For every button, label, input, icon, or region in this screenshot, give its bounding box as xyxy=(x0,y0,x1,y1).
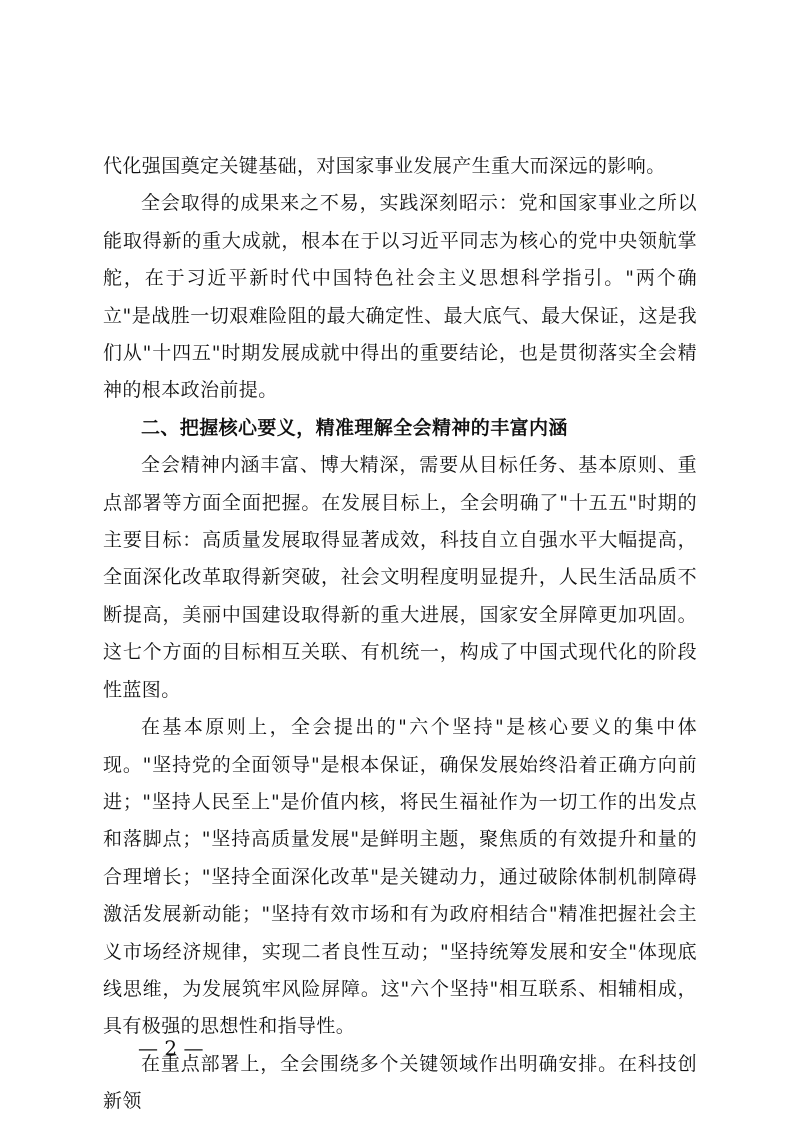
page-number: — 2 — xyxy=(138,1036,204,1060)
paragraph-principles: 在基本原则上，全会提出的"六个坚持"是核心要义的集中体现。"坚持党的全面领导"是根本保证，确保发展始终沿着正确方向前进；"坚持人民至上"是价值内核，将民生福祉作为一切工作的出发点和落脚点；"坚持高质量发展"是鲜明主题，聚焦质的有效提升和量的合理增长；"坚持全面深化改革"是关键动力，通过破除体制机制障碍激活发展新动能；"坚持有效市场和有为政府相结合"精准把握社会主义市场经济规律，实现二者良性互动；"坚持统筹发展和安全"体现底线思维，为发展筑牢风险屏障。这"六个坚持"相互联系、相辅相成，具有极强的思想性和指导性。 xyxy=(103,716,697,1038)
paragraph-continuation: 代化强国奠定关键基础，对国家事业发展产生重大而深远的影响。 xyxy=(103,155,666,177)
document-body xyxy=(103,148,697,1121)
paragraph-achievements: 全会取得的成果来之不易，实践深刻昭示：党和国家事业之所以能取得新的重大成就，根本在于以习近平同志为核心的党中央领航掌舵，在于习近平新时代中国特色社会主义思想科学指引。"两个确立"是战胜一切艰难险阻的最大确定性、最大底气、最大保证，这是我们从"十四五"时期发展成就中得出的重要结论，也是贯彻落实全会精神的根本政治前提。 xyxy=(103,192,697,402)
section-heading: 二、把握核心要义，精准理解全会精神的丰富内涵 xyxy=(141,416,568,439)
paragraph-deployment: 在重点部署上，全会围绕多个关键领域作出明确安排。在科技创新领 xyxy=(103,1052,697,1113)
paragraph-goals: 全会精神内涵丰富、博大精深，需要从目标任务、基本原则、重点部署等方面全面把握。在发展目标上，全会明确了"十五五"时期的主要目标：高质量发展取得显著成效，科技自立自强水平大幅提高，全面深化改革取得新突破，社会文明程度明显提升，人民生活品质不断提高，美丽中国建设取得新的重大进展，国家安全屏障更加巩固。这七个方面的目标相互关联、有机统一，构成了中国式现代化的阶段性蓝图。 xyxy=(103,454,697,701)
